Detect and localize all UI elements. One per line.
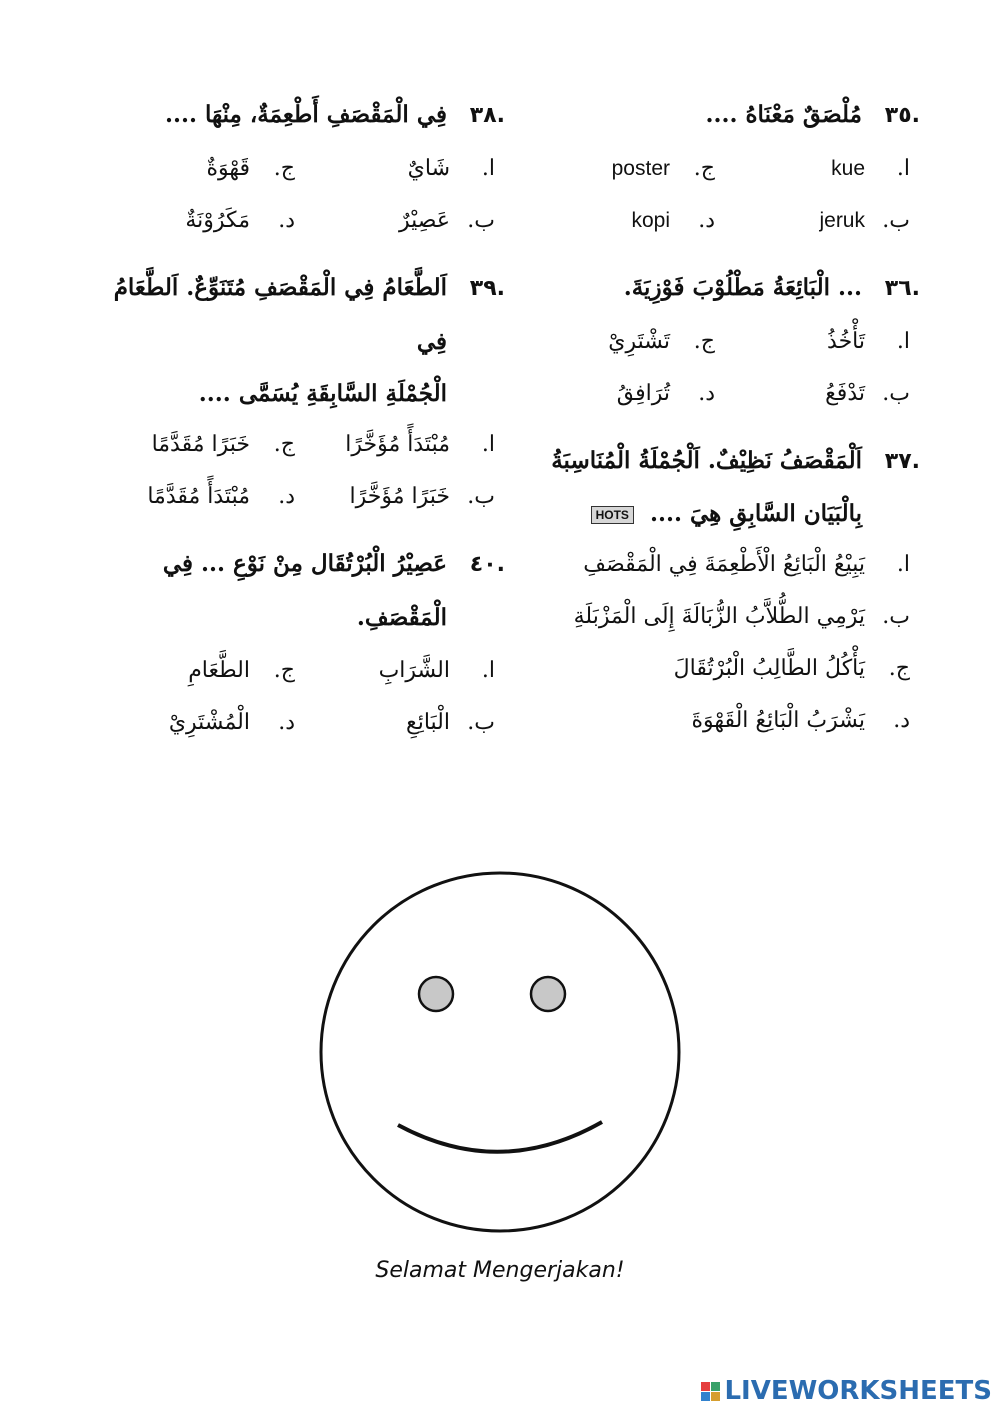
option-a[interactable]: ا. شَايٌ [295,143,495,195]
options [95,645,505,749]
questions-right-column [520,88,920,761]
option-d[interactable]: د. kopi [520,195,715,247]
option-text: يَرْمِي الطُّلاَّبُ الزُّبَالَةَ إِلَى الْمَزْبَلَةِ [573,604,865,629]
option-text: الْمُشْتَرِيْ [168,710,250,735]
option-a[interactable]: ا. يَبِيْعُ الْبَائِعُ الْأَطْعِمَةَ فِي الْمَقْصَفِ [520,539,910,591]
brand-name: LIVEWORKSHEETS [724,1376,992,1406]
option-text: يَشْرَبُ الْبَائِعُ الْقَهْوَةَ [691,708,865,733]
option-b[interactable]: ب. jeruk [715,195,910,247]
option-c[interactable]: ج. يَأْكُلُ الطَّالِبُ الْبُرْتُقَالَ [520,643,910,695]
question-number: .٣٨ [469,103,505,128]
option-a[interactable]: ا. مُبْتَدَأً مُؤَخَّرًا [295,419,495,471]
option-text: jeruk [819,209,865,232]
option-d[interactable]: د. الْمُشْتَرِيْ [95,697,295,749]
question-stem-continued: الْجُمْلَةِ السَّابِقَةِ يُسَمَّى .... [198,380,447,407]
question-stem: اَلْمَقْصَفُ نَظِيْفٌ. اَلْجُمْلَةُ الْمُنَاسِبَةُ [551,447,862,474]
option-c[interactable]: ج. poster [520,143,715,195]
options [520,316,920,420]
option-text: تَدْفَعُ [825,381,865,406]
question-36 [520,261,920,420]
question-number: .٣٩ [469,276,505,301]
face-outline [321,873,679,1231]
option-a[interactable]: ا. الشَّرَابِ [295,645,495,697]
option-b[interactable]: ب. خَبَرًا مُؤَخَّرًا [295,471,495,523]
options [95,143,505,247]
option-a[interactable]: ا. تَأْخُذُ [715,316,910,368]
question-stem: مُلْصَقٌ مَعْنَاهُ .... [705,101,862,128]
option-c[interactable]: ج. خَبَرًا مُقَدَّمًا [95,419,295,471]
logo-tile [701,1382,710,1391]
logo-tile [701,1392,710,1401]
option-text: تُرَافِقُ [616,381,670,406]
logo-tile [711,1392,720,1401]
option-text: مَكَرُوْنَةٌ [185,208,250,233]
question-number: .٣٥ [884,103,920,128]
brand-logo-icon [701,1382,720,1401]
option-text: يَأْكُلُ الطَّالِبُ الْبُرْتُقَالَ [673,656,865,681]
left-eye [419,977,453,1011]
hots-badge: HOTS [591,506,634,524]
question-stem: فِي الْمَقْصَفِ أَطْعِمَةٌ، مِنْهَا .... [164,101,447,128]
option-text: الطَّعَامِ [188,658,250,683]
question-number: .٤٠ [469,552,505,577]
option-text: مُبْتَدَأً مُؤَخَّرًا [345,432,450,457]
closing-message: Selamat Mengerjakan! [375,1258,625,1283]
option-text: مُبْتَدَأً مُقَدَّمًا [147,484,250,509]
logo-tile [711,1382,720,1391]
option-text: kue [831,157,865,180]
option-d[interactable]: د. مُبْتَدَأً مُقَدَّمًا [95,471,295,523]
options [520,143,920,247]
options [95,419,505,523]
option-c[interactable]: ج. تَشْتَرِيْ [520,316,715,368]
liveworksheets-brand[interactable] [701,1376,992,1406]
option-a[interactable]: ا. kue [715,143,910,195]
option-text: kopi [631,209,670,232]
question-number: .٣٧ [884,449,920,474]
question-35 [520,88,920,247]
option-text: يَبِيْعُ الْبَائِعُ الْأَطْعِمَةَ فِي الْمَقْصَفِ [583,552,865,577]
question-39 [95,261,505,523]
option-text: قَهْوَةٌ [206,156,250,181]
option-d[interactable]: د. تُرَافِقُ [520,368,715,420]
question-38 [95,88,505,247]
option-text: خَبَرًا مُؤَخَّرًا [349,484,450,509]
option-text: تَشْتَرِيْ [608,329,670,354]
question-37 [520,434,920,747]
option-text: شَايٌ [407,156,450,181]
right-eye [531,977,565,1011]
option-c[interactable]: ج. الطَّعَامِ [95,645,295,697]
option-b[interactable]: ب. عَصِيْرٌ [295,195,495,247]
question-number: .٣٦ [884,276,920,301]
smiley-face-icon [318,870,682,1234]
option-c[interactable]: ج. قَهْوَةٌ [95,143,295,195]
option-text: الشَّرَابِ [378,658,450,683]
question-stem: ... الْبَائِعَةُ مَطْلُوْبَ فَوْزِيَةَ. [623,274,862,301]
option-b[interactable]: ب. يَرْمِي الطُّلاَّبُ الزُّبَالَةَ إِلَى الْمَزْبَلَةِ [520,591,910,643]
option-d[interactable]: د. مَكَرُوْنَةٌ [95,195,295,247]
option-b[interactable]: ب. الْبَائِعِ [295,697,495,749]
option-text: تَأْخُذُ [827,329,865,354]
questions-left-column [95,88,505,763]
option-text: خَبَرًا مُقَدَّمًا [151,432,250,457]
options [520,539,920,747]
question-stem: عَصِيْرُ الْبُرْتُقَال مِنْ نَوْعِ ... فِي الْمَقْصَفِ. [162,550,447,631]
option-text: الْبَائِعِ [406,710,450,735]
option-d[interactable]: د. يَشْرَبُ الْبَائِعُ الْقَهْوَةَ [520,695,910,747]
question-stem-continued: بِالْبَيَان السَّابِقِ هِيَ .... HOTS [520,489,920,539]
option-b[interactable]: ب. تَدْفَعُ [715,368,910,420]
option-text: poster [611,157,670,180]
question-40 [95,537,505,749]
question-stem: اَلطَّعَامُ فِي الْمَقْصَفِ مُتَنَوِّعٌ. اَلطَّعَامُ فِي [113,274,447,355]
option-text: عَصِيْرٌ [399,208,450,233]
